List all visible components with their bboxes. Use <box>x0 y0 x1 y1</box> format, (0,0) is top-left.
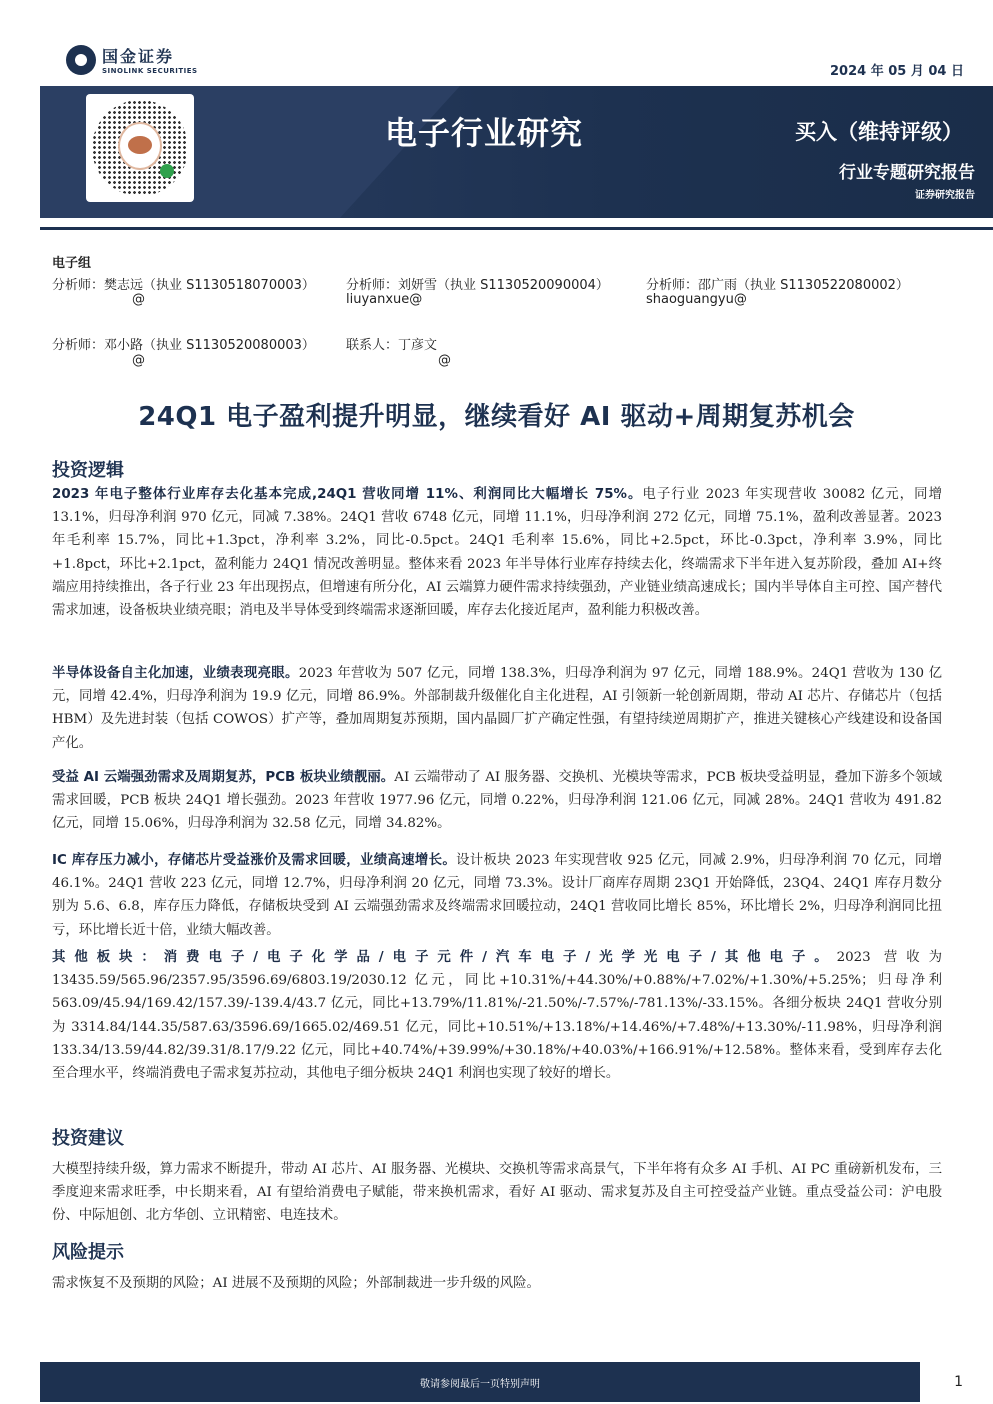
industry-title: 电子行业研究 <box>385 114 584 152</box>
paragraph-body: 2023 年营收为 507 亿元，同增 138.3%，归母净利润为 97 亿元，同增 188.9%。24Q1 营收为 130 亿元，同增 42.4%，归母净利润为 19.9 亿元，同增 86.9%。外部制裁升级催化自主化进程，AI 引领新一轮创新周期，带动 AI 芯片、存储芯片（包括 HBM）及先进封装（包括 COWOS）扩产等，叠加周期复苏预期，国内晶圆厂扩产确定性强，有望持续逆周期扩产，推进关键核心产线建设和设备国产化。 <box>52 666 943 751</box>
analyst-4-label: 分析师：邓小路（执业 S1130520080003） <box>52 338 315 353</box>
paragraph-lead: IC 库存压力减小，存储芯片受益涨价及需求回暖，业绩高速增长。 <box>52 853 457 868</box>
footer-disclaimer-link[interactable]: 敬请参阅最后一页特别声明 <box>420 1379 540 1390</box>
section-heading-logic: 投资逻辑 <box>52 460 124 481</box>
report-headline: 24Q1 电子盈利提升明显，继续看好 AI 驱动+周期复苏机会 <box>138 402 855 432</box>
logo-name-en: SINOLINK SECURITIES <box>102 67 198 75</box>
paragraph-lead: 其他板块：消费电子/电子化学品/电子元件/汽车电子/光学光电子/其他电子。 <box>52 950 837 965</box>
paragraph-lead: 半导体设备自主化加速，业绩表现亮眼。 <box>52 666 299 681</box>
logo-mark-icon <box>66 45 96 75</box>
company-logo <box>66 44 198 75</box>
qr-logo-icon <box>128 136 152 154</box>
report-type: 行业专题研究报告 <box>839 163 975 183</box>
report-date: 2024 年 05 月 04 日 <box>830 64 964 79</box>
paragraph-body: 2023 营收为 13435.59/565.96/2357.95/3596.69/6803.19/2030.12 亿元，同比+10.31%/+44.30%/+0.88%/+7.02%/+1.30%/+5.25%；归母净利 563.09/45.94/169.42/157.39/-139.4/43.7 亿元，同比+13.79%/11.81%/-21.50%/-7.57%/-781.13%/-33.15%。各细分板块 24Q1 营收分别为 3314.84/144.35/587.63/3596.69/1665.02/469.51 亿元，同比+10.51%/+13.18%/+14.46%/+7.48%/+13.30%/-11.98%，归母净利润 133.34/13.59/44.82/39.31/8.17/9.22 亿元，同比+40.74%/+39.99%/+30.18%/+40.03%/+166.91%/+12.58%。整体来看，受到库存去化至合理水平，终端消费电子需求复苏拉动，其他电子细分板块 24Q1 利润也实现了较好的增长。 <box>52 950 942 1082</box>
section-heading-advice: 投资建议 <box>52 1128 124 1149</box>
analyst-group-label: 电子组 <box>52 256 92 271</box>
rating-badge: 买入（维持评级） <box>795 120 963 144</box>
paragraph-semi-equipment <box>52 662 942 755</box>
analyst-3-label: 分析师：邵广雨（执业 S1130522080002） <box>646 278 909 293</box>
contact-email[interactable]: @ <box>438 353 451 368</box>
section-heading-risk: 风险提示 <box>52 1242 124 1263</box>
page-number: 1 <box>954 1374 963 1390</box>
paragraph-industry-overview <box>52 483 942 622</box>
analyst-2-label: 分析师：刘妍雪（执业 S1130520090004） <box>346 278 609 293</box>
paragraph-body: 设计板块 2023 年实现营收 925 亿元，同减 2.9%，归母净利润 70 亿元，同增 46.1%。24Q1 营收 223 亿元，同增 12.7%，归母净利润 20 亿元，同增 73.3%。设计厂商库存周期 23Q1 开始降低，23Q4、24Q1 库存月数分别为 5.6、6.8，库存压力降低，存储板块受到 AI 云端强劲需求及终端需求回暖拉动，24Q1 营收同比增长 85%，环比增长 2%，归母净利润同比扭亏，环比增长近十倍，业绩大幅改善。 <box>52 853 942 938</box>
paragraph-advice: 大模型持续升级，算力需求不断提升，带动 AI 芯片、AI 服务器、光模块、交换机等需求高景气，下半年将有众多 AI 手机、AI PC 重磅新机发布，三季度迎来需求旺季，中长期来看，AI 有望给消费电子赋能，带来换机需求，看好 AI 驱动、需求复苏及自主可控受益产业链。重点受益公司：沪电股份、中际旭创、北方华创、立讯精密、电连技术。 <box>52 1162 942 1224</box>
footer-bar <box>40 1362 920 1402</box>
paragraph-lead: 2023 年电子整体行业库存去化基本完成,24Q1 营收同增 11%、利润同比大幅增长 75%。 <box>52 487 643 502</box>
paragraph-lead: 受益 AI 云端强劲需求及周期复苏，PCB 板块业绩靓丽。 <box>52 770 395 785</box>
paragraph-other-segments <box>52 946 942 1085</box>
analyst-1-label: 分析师：樊志远（执业 S1130518070003） <box>52 278 315 293</box>
wechat-mini-program-icon <box>160 164 174 178</box>
analyst-2-email[interactable]: liuyanxue@ <box>346 292 423 307</box>
paragraph-risk: 需求恢复不及预期的风险；AI 进展不及预期的风险；外部制裁进一步升级的风险。 <box>52 1276 540 1291</box>
report-subtype: 证券研究报告 <box>915 190 975 201</box>
paragraph-body: 电子行业 2023 年实现营收 30082 亿元，同增 13.1%，归母净利润 970 亿元，同减 7.38%。24Q1 营收 6748 亿元，同增 11.1%，归母净利润 272 亿元，同增 75.1%，盈利改善显著。2023 年毛利率 15.7%，同比+1.3pct，净利率 3.2%，同比-0.5pct。24Q1 毛利率 15.6%，同比+2.5pct，环比-0.3pct，净利率 3.9%，同比+1.8pct，环比+2.1pct，盈利能力 24Q1 情况改善明显。整体来看 2023 年半导体行业库存持续去化，终端需求下半年进入复苏阶段，叠加 AI+终端应用持续推出，各子行业 23 年出现拐点，但增速有所分化，AI 云端算力硬件需求持续强劲，产业链业绩高速成长；国内半导体自主可控、国产替代需求加速，设备板块业绩亮眼；消电及半导体受到终端需求逐渐回暖，库存去化接近尾声，盈利能力积极改善。 <box>52 487 942 619</box>
header-underline <box>40 227 993 230</box>
analyst-1-email[interactable]: @ <box>132 292 145 307</box>
logo-name-cn: 国金证券 <box>102 47 175 66</box>
mini-program-qr-code <box>86 94 194 202</box>
qr-center-badge <box>118 122 162 170</box>
paragraph-pcb <box>52 766 942 836</box>
analyst-4-email[interactable]: @ <box>132 353 145 368</box>
paragraph-ic-storage <box>52 849 942 942</box>
contact-label: 联系人：丁彦文 <box>346 338 438 353</box>
paragraph-body: AI 云端带动了 AI 服务器、交换机、光模块等需求，PCB 板块受益明显，叠加下游多个领域需求回暖，PCB 板块 24Q1 增长强劲。2023 年营收 1977.96 亿元，同增 0.22%，归母净利润 121.06 亿元，同减 28%。24Q1 营收为 491.82 亿元，同增 15.06%，归母净利润为 32.58 亿元，同增 34.82%。 <box>52 770 942 832</box>
analyst-3-email[interactable]: shaoguangyu@ <box>646 292 747 307</box>
